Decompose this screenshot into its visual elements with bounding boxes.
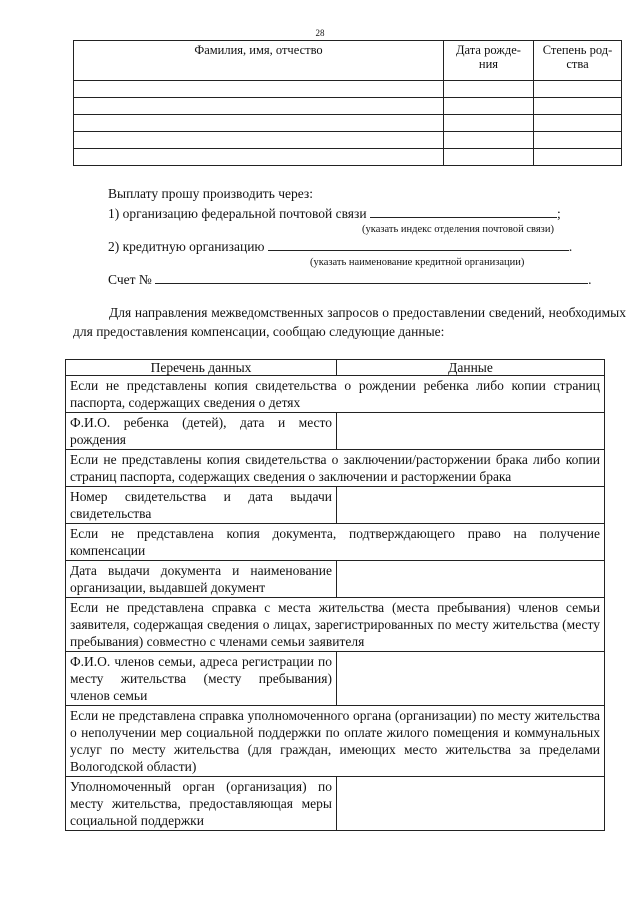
payment-option-post-label: 1) организацию федеральной почтовой связи: [108, 206, 367, 221]
birth-date-cell[interactable]: [444, 115, 534, 132]
account-end: .: [588, 272, 592, 287]
name-cell[interactable]: [74, 149, 444, 166]
payment-option-post: [108, 205, 561, 222]
name-cell[interactable]: [74, 98, 444, 115]
birth-date-cell[interactable]: [444, 81, 534, 98]
page-number: 28: [315, 28, 325, 38]
post-index-field[interactable]: [370, 205, 557, 218]
header-birth-date-line1: Дата рожде-: [456, 43, 521, 57]
payment-intro: Выплату прошу производить через:: [108, 186, 313, 201]
family-table-row: [74, 98, 622, 115]
section-row: [66, 524, 605, 561]
birth-date-cell[interactable]: [444, 149, 534, 166]
header-data-list: Перечень данных: [66, 360, 337, 376]
field-value[interactable]: [337, 777, 605, 831]
header-relationship: [534, 41, 622, 81]
relationship-cell[interactable]: [534, 81, 622, 98]
section-condition-text: Если не представлена справка с места жительства (места пребывания) членов семьи заявителя, содержащая сведения о лицах, зарегистрированных по месту жительства (месту пребывания) совместно с членами семьи заявителя: [66, 598, 605, 652]
header-full-name-text: Фамилия, имя, отчество: [194, 43, 323, 57]
payment-option-bank-end: .: [568, 239, 573, 254]
section-condition-text: Если не представлена копия документа, подтверждающего право на получение компенсации: [66, 524, 605, 561]
family-table-row: [74, 132, 622, 149]
header-full-name: [74, 41, 444, 81]
field-row: [66, 777, 605, 831]
section-row: [66, 376, 605, 413]
account-number-field[interactable]: [155, 271, 588, 284]
family-table-row: [74, 81, 622, 98]
data-table-header: [66, 360, 605, 376]
payment-option-post-end: ;: [556, 206, 561, 221]
account-line: [108, 271, 592, 288]
interagency-request-text: Для направления межведомственных запросов о предоставлении сведений, необходимых для предоставления компенсации, сообщаю следующие данные:: [73, 305, 626, 339]
field-label: Ф.И.О. ребенка (детей), дата и место рождения: [66, 413, 337, 450]
relationship-cell[interactable]: [534, 132, 622, 149]
section-condition-text: Если не представлены копия свидетельства о рождении ребенка либо копии страниц паспорта, содержащих сведения о детях: [66, 376, 605, 413]
section-row: [66, 598, 605, 652]
field-label: Ф.И.О. членов семьи, адреса регистрации по месту жительства (месту пребывания) членов семьи: [66, 652, 337, 706]
interagency-request-paragraph: [73, 303, 626, 341]
relationship-cell[interactable]: [534, 115, 622, 132]
field-row: [66, 413, 605, 450]
family-table-row: [74, 149, 622, 166]
birth-date-cell[interactable]: [444, 132, 534, 149]
name-cell[interactable]: [74, 115, 444, 132]
birth-date-cell[interactable]: [444, 98, 534, 115]
family-members-table: [73, 40, 622, 166]
relationship-cell[interactable]: [534, 98, 622, 115]
name-cell[interactable]: [74, 132, 444, 149]
header-data: Данные: [337, 360, 605, 376]
field-row: [66, 652, 605, 706]
header-birth-date: [444, 41, 534, 81]
bank-name-field[interactable]: [268, 238, 569, 251]
requested-data-table: [65, 359, 605, 831]
name-cell[interactable]: [74, 81, 444, 98]
family-table-row: [74, 115, 622, 132]
field-row: [66, 487, 605, 524]
post-index-hint: (указать индекс отделения почтовой связи): [362, 224, 554, 235]
field-label: Уполномоченный орган (организация) по месту жительства, предоставляющая меры социальной поддержки: [66, 777, 337, 831]
field-row: [66, 561, 605, 598]
section-condition-text: Если не представлены копия свидетельства о заключении/расторжении брака либо копии страниц паспорта, содержащих сведения о заключении и расторжении брака: [66, 450, 605, 487]
bank-name-hint: (указать наименование кредитной организации): [310, 257, 525, 268]
section-condition-text: Если не представлена справка уполномоченного органа (организации) по месту жительства о неполучении мер социальной поддержки по оплате жилого помещения и коммунальных услуг по месту жительства (для граждан, имеющих место жительства за пределами Вологодской области): [66, 706, 605, 777]
payment-option-bank: [108, 238, 572, 255]
header-birth-date-line2: ния: [478, 57, 499, 71]
field-label: Дата выдачи документа и наименование организации, выдавшей документ: [66, 561, 337, 598]
field-label: Номер свидетельства и дата выдачи свидетельства: [66, 487, 337, 524]
field-value[interactable]: [337, 413, 605, 450]
header-relationship-line2: ства: [566, 57, 589, 71]
relationship-cell[interactable]: [534, 149, 622, 166]
field-value[interactable]: [337, 487, 605, 524]
family-table-header: [74, 41, 622, 81]
field-value[interactable]: [337, 652, 605, 706]
field-value[interactable]: [337, 561, 605, 598]
header-relationship-line1: Степень род-: [542, 43, 613, 57]
payment-option-bank-label: 2) кредитную организацию: [108, 239, 265, 254]
section-row: [66, 706, 605, 777]
account-label: Счет №: [108, 272, 152, 287]
section-row: [66, 450, 605, 487]
